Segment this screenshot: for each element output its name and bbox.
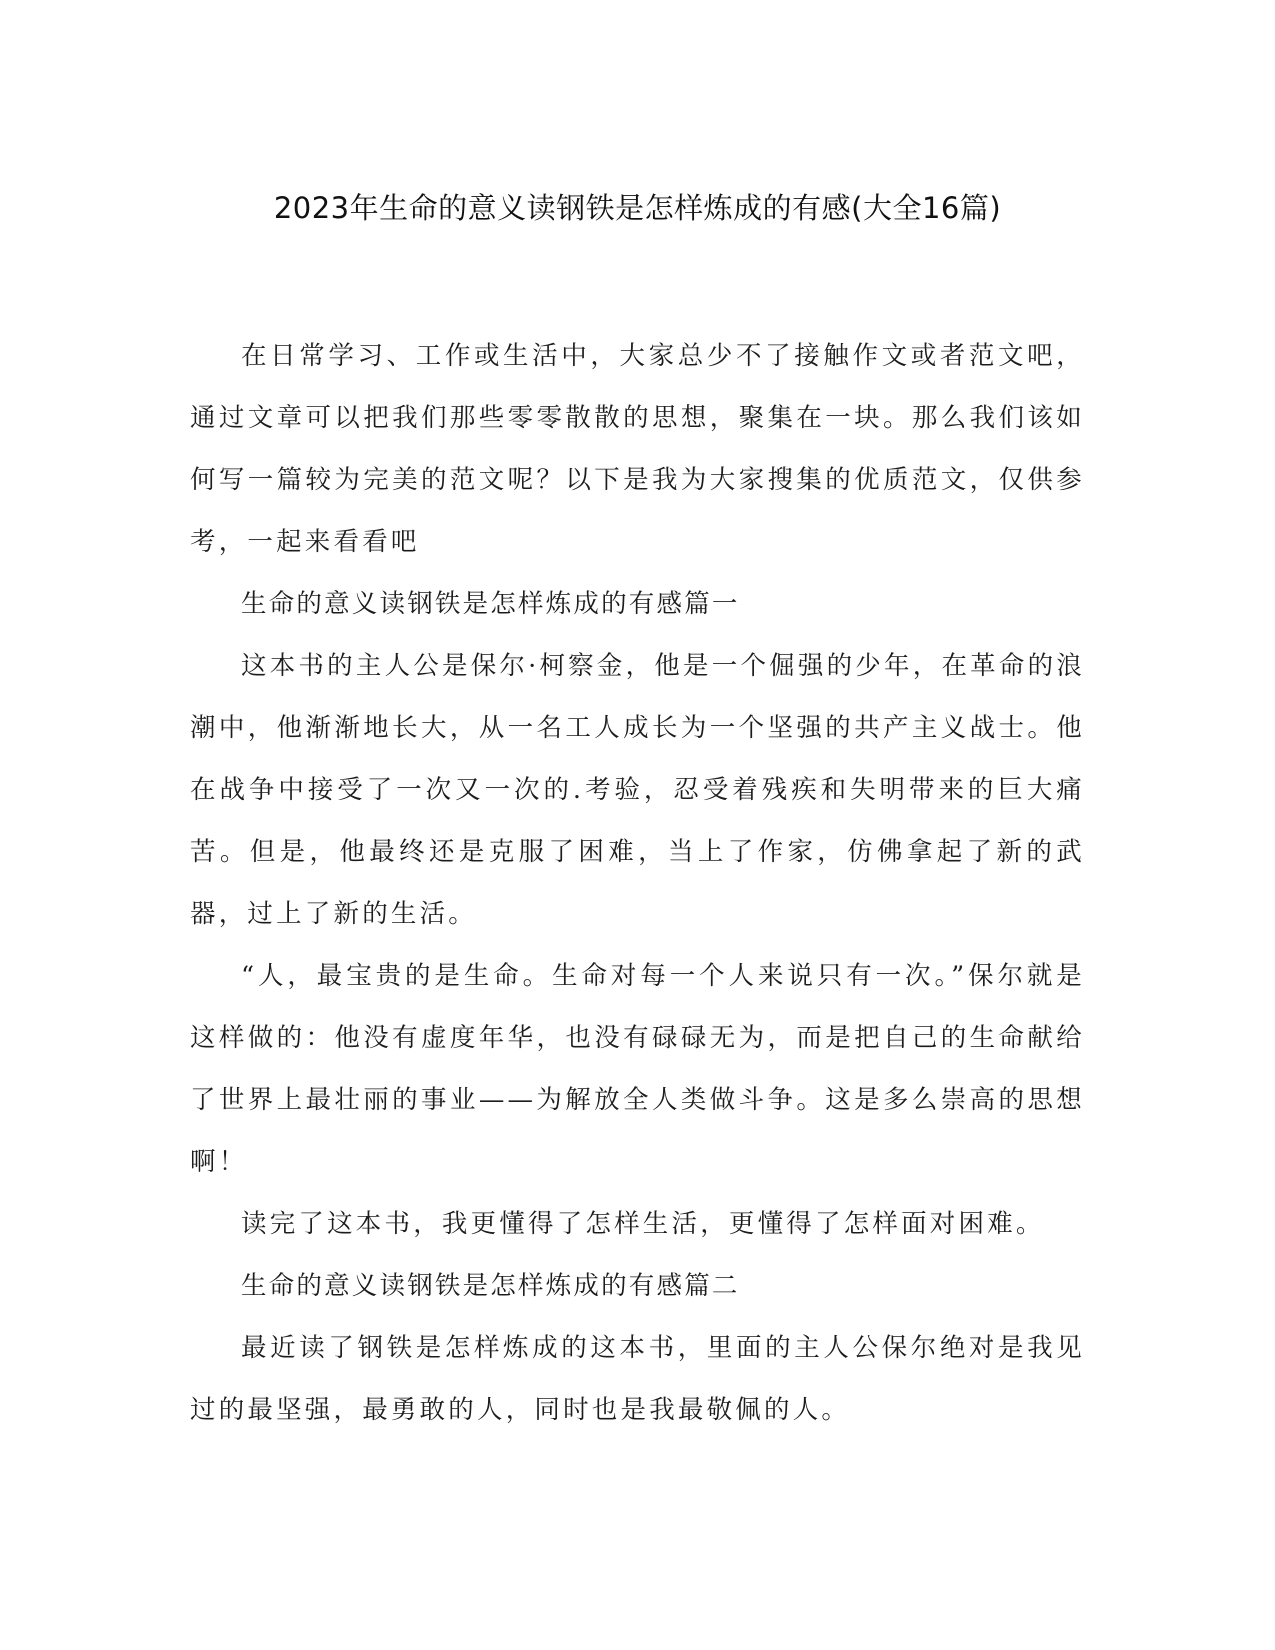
intro-paragraph: 在日常学习、工作或生活中，大家总少不了接触作文或者范文吧，通过文章可以把我们那些零零散散的思想，聚集在一块。那么我们该如何写一篇较为完美的范文呢？以下是我为大家搜集的优质范文，仅供参考，一起来看看吧: [190, 341, 1085, 557]
document-title: 2023年生命的意义读钢铁是怎样炼成的有感(大全16篇): [273, 191, 1002, 225]
body-paragraph: 读完了这本书，我更懂得了怎样生活，更懂得了怎样面对困难。: [241, 1209, 1045, 1239]
section-heading-2: 生命的意义读钢铁是怎样炼成的有感篇二: [241, 1271, 740, 1301]
body-paragraph: 这本书的主人公是保尔·柯察金，他是一个倔强的少年，在革命的浪潮中，他渐渐地长大，从一名工人成长为一个坚强的共产主义战士。他在战争中接受了一次又一次的.考验，忍受着残疾和失明带来的巨大痛苦。但是，他最终还是克服了困难，当上了作家，仿佛拿起了新的武器，过上了新的生活。: [190, 651, 1085, 929]
document-body: [190, 325, 1085, 1441]
body-paragraph: 最近读了钢铁是怎样炼成的这本书，里面的主人公保尔绝对是我见过的最坚强，最勇敢的人，同时也是我最敬佩的人。: [190, 1333, 1085, 1425]
section-heading-1: 生命的意义读钢铁是怎样炼成的有感篇一: [241, 589, 740, 619]
body-paragraph: “人，最宝贵的是生命。生命对每一个人来说只有一次。”保尔就是这样做的：他没有虚度年华，也没有碌碌无为，而是把自己的生命献给了世界上最壮丽的事业——为解放全人类做斗争。这是多么崇高的思想啊！: [190, 961, 1085, 1177]
